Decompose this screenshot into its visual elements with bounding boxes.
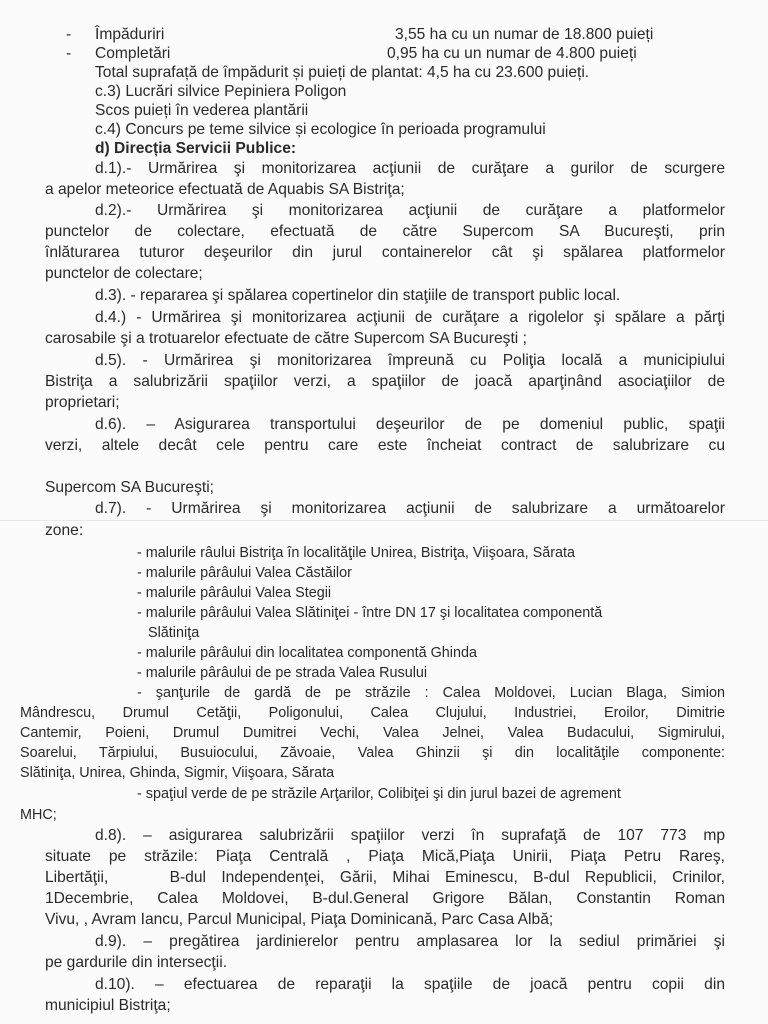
zone-item: - malurile pârâului de pe strada Valea Rusului — [137, 665, 428, 681]
zone-item: - malurile pârâului din localitatea componentă Ghinda — [137, 645, 477, 661]
zone-item: - spaţiul verde de pe străzile Arţarilor, Colibiţei şi din jurul bazei de agrement — [137, 786, 621, 802]
paragraph-line: d.4.) - Urmărirea şi monitorizarea acţiunii de curăţare a rigolelor şi spălare a părţi — [95, 309, 725, 326]
paragraph-line: proprietari; — [45, 394, 120, 411]
zone-item: Cantemir, Poieni, Drumul Dumitrei Vechi, Valea Jelnei, Valea Budacului, Sigmirului, — [20, 725, 725, 741]
paragraph-line: carosabile şi a trotuarelor efectuate de către Supercom SA Bucureşti ; — [45, 330, 527, 347]
zone-item: Slătiniţa — [148, 625, 200, 641]
paragraph-line: Vivu, , Avram Iancu, Parcul Municipal, Piaţa Dominicană, Parc Casa Albă; — [45, 911, 554, 928]
paragraph-line: municipiul Bistriţa; — [45, 997, 171, 1014]
paragraph-line: înlăturarea tuturor deşeurilor din jurul containerelor cât şi spălarea platformelor — [45, 244, 725, 261]
paragraph-line: pe gardurile din intersecţii. — [45, 954, 228, 971]
paragraph-line: 1Decembrie, Calea Moldovei, B-dul.General Grigore Bălan, Constantin Roman — [45, 890, 725, 907]
paragraph-line: Supercom SA Bucureşti; — [45, 479, 215, 496]
zone-item: - malurile pârâului Valea Slătiniţei - între DN 17 şi localitatea componentă — [137, 605, 603, 621]
zone-item: - malurile pârâului Valea Căstăilor — [137, 565, 352, 581]
zone-item: Slătiniţa, Unirea, Ghinda, Sigmir, Viişoara, Sărata — [20, 765, 335, 781]
zone-item: - malurile pârâului Valea Stegii — [137, 585, 332, 601]
zone-item: Soarelui, Tărpiului, Busuiocului, Zăvoaie, Valea Ghinzii şi din localităţile componente: — [20, 745, 725, 761]
total-line: Total suprafață de împădurit și puieți de plantat: 4,5 ha cu 23.600 puieți. — [95, 64, 590, 81]
paragraph-line: Libertăţii, B-dul Independenţei, Gării, Mihai Eminescu, B-dul Republicii, Crinilor, — [45, 869, 725, 886]
zone-item: - malurile râului Bistriţa în localităţile Unirea, Bistriţa, Viişoara, Sărata — [137, 545, 576, 561]
row-label: Completări — [95, 45, 171, 62]
paragraph-line: d.2).- Urmărirea şi monitorizarea acţiunii de curăţare a platformelor — [95, 202, 725, 219]
paragraph-line: punctelor de colectare; — [45, 265, 203, 282]
section-heading: d) Direcția Servicii Publice: — [95, 140, 297, 157]
paragraph-line: d.1).- Urmărirea şi monitorizarea acţiunii de curăţare a gurilor de scurgere — [95, 160, 725, 177]
paragraph-line: d.6). – Asigurarea transportului deşeurilor de pe domeniul public, spaţii — [95, 416, 725, 433]
row-label: Împăduriri — [95, 26, 165, 43]
paragraph-line: a apelor meteorice efectuată de Aquabis SA Bistriţa; — [45, 181, 405, 198]
paragraph-line: situate pe străzile: Piaţa Centrală , Piaţa Mică,Piaţa Unirii, Piaţa Petru Rareş, — [45, 848, 725, 865]
zone-item: MHC; — [20, 807, 57, 823]
c4-title: c.4) Concurs pe teme silvice și ecologice în perioada programului — [95, 121, 546, 138]
paragraph-line: d.3). - repararea şi spălarea copertinelor din staţiile de transport public local. — [95, 287, 621, 304]
scan-artifact-line — [0, 520, 768, 521]
paragraph-line: d.10). – efectuarea de reparaţii la spaţiile de joacă pentru copii din — [95, 976, 725, 993]
paragraph-line: d.7). - Urmărirea şi monitorizarea acţiunii de salubrizare a următoarelor — [95, 500, 725, 517]
paragraph-line: Bistriţa a salubrizării spaţiilor verzi, a spaţiilor de joacă aparţinând asociaţiilor de — [45, 373, 725, 390]
paragraph-line: punctelor de colectare, efectuată de către Supercom SA Bucureşti, prin — [45, 223, 725, 240]
paragraph-line: d.8). – asigurarea salubrizării spaţiilor verzi în suprafaţă de 107 773 mp — [95, 827, 725, 844]
row-value: 0,95 ha cu un numar de 4.800 puieți — [387, 45, 637, 62]
row-value: 3,55 ha cu un numar de 18.800 puieți — [395, 26, 654, 43]
paragraph-line: d.9). – pregătirea jardinierelor pentru amplasarea lor la sediul primăriei şi — [95, 933, 725, 950]
bullet: - — [66, 26, 72, 43]
c3-item: Scos puieți în vederea plantării — [95, 102, 309, 119]
bullet: - — [66, 45, 72, 62]
zone-item: - şanţurile de gardă de pe străzile : Calea Moldovei, Lucian Blaga, Simion — [137, 685, 725, 701]
paragraph-line: zone: — [45, 522, 84, 539]
paragraph-line: verzi, altele decât cele pentru care este încheiat contract de salubrizare cu — [45, 437, 725, 454]
paragraph-line: d.5). - Urmărirea şi monitorizarea împreună cu Poliţia locală a municipiului — [95, 352, 725, 369]
c3-title: c.3) Lucrări silvice Pepiniera Poligon — [95, 83, 347, 100]
zone-item: Mândrescu, Drumul Cetăţii, Poligonului, Calea Clujului, Industriei, Eroilor, Dimitrie — [20, 705, 725, 721]
